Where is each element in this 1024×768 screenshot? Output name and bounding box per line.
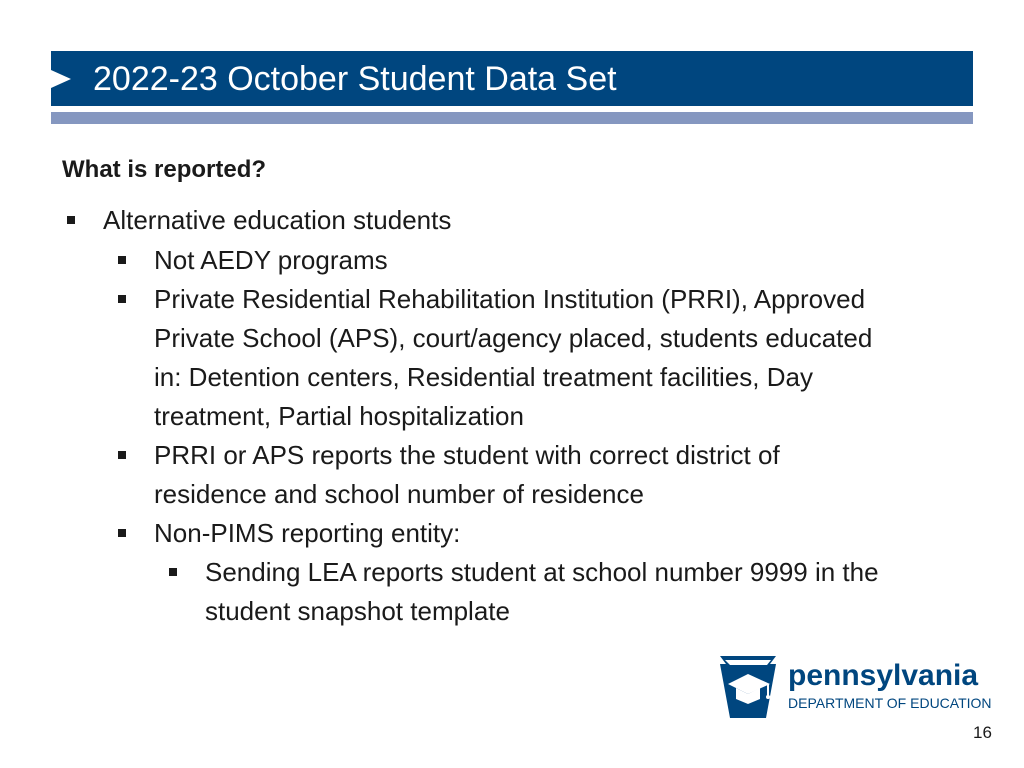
pa-education-logo xyxy=(716,654,992,720)
bullet-marker xyxy=(169,568,177,576)
logo-wordmark: pennsylvania xyxy=(788,659,979,692)
bullet-marker xyxy=(118,256,126,264)
bullet-item: Non-PIMS reporting entity: xyxy=(154,518,461,548)
page-number: 16 xyxy=(973,723,992,742)
keystone-icon xyxy=(716,654,780,720)
arrow-icon xyxy=(51,70,71,88)
bullet-item-line: PRRI or APS reports the student with correct district of xyxy=(154,440,780,470)
bullet-item-line: Sending LEA reports student at school number 9999 in the xyxy=(205,557,879,587)
bullet-item-line: residence and school number of residence xyxy=(154,479,644,509)
bullet-item: Not AEDY programs xyxy=(154,245,388,275)
bullet-marker xyxy=(118,295,126,303)
bullet-item-line: student snapshot template xyxy=(205,596,510,626)
bullet-item-line: Private Residential Rehabilitation Institution (PRRI), Approved xyxy=(154,284,866,314)
bullet-item: Alternative education students xyxy=(103,205,452,235)
bullet-item-line: Private School (APS), court/agency placed, students educated xyxy=(154,323,873,353)
bullet-item-line: in: Detention centers, Residential treatment facilities, Day xyxy=(154,362,813,392)
bullet-item-line: treatment, Partial hospitalization xyxy=(154,401,524,431)
logo-subtitle: DEPARTMENT OF EDUCATION xyxy=(788,695,992,711)
section-heading: What is reported? xyxy=(62,156,267,183)
bullet-marker xyxy=(118,451,126,459)
slide-title: 2022-23 October Student Data Set xyxy=(93,60,617,98)
title-bar xyxy=(51,51,973,106)
bullet-marker xyxy=(67,216,75,224)
bullet-marker xyxy=(118,529,126,537)
title-divider xyxy=(51,112,973,124)
